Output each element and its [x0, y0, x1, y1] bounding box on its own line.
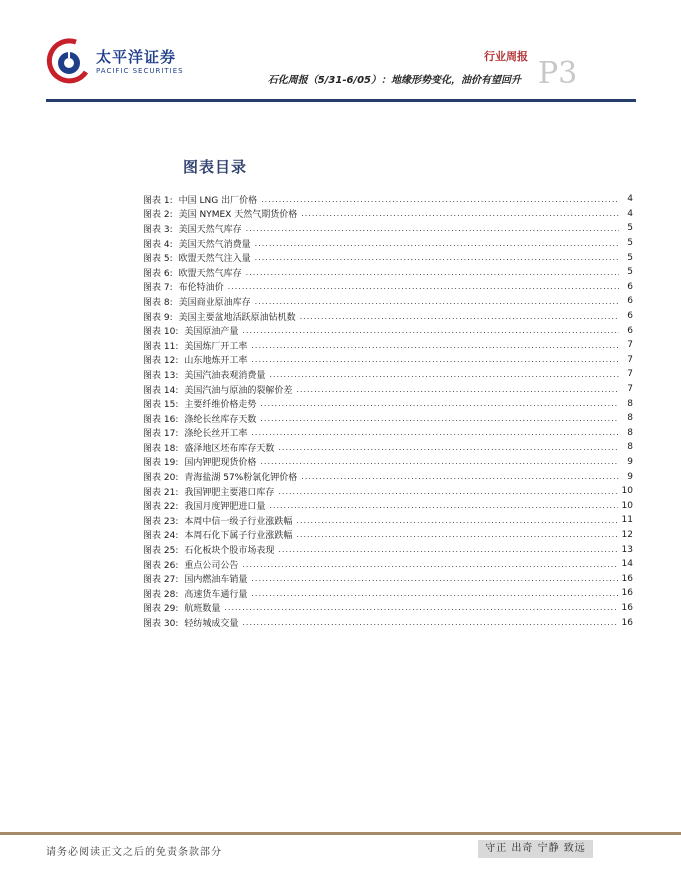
toc-heading: 图表目录	[183, 158, 248, 176]
toc-entry-title: 美国炼厂开工率	[184, 341, 248, 352]
toc-entry-page: 9	[627, 456, 633, 467]
page-header	[0, 0, 681, 104]
toc-entry-page: 16	[621, 617, 633, 628]
toc-entry-label: 图表 4:	[143, 239, 173, 250]
toc-leader-dots	[224, 603, 617, 612]
toc-entry-label: 图表 22:	[143, 502, 179, 513]
toc-entry[interactable]	[143, 353, 633, 368]
toc-entry[interactable]	[143, 498, 633, 513]
toc-entry-title: 盛泽地区坯布库存天数	[184, 443, 275, 454]
toc-entry-title: 布伦特油价	[178, 283, 224, 294]
toc-entry[interactable]	[143, 309, 633, 324]
toc-entry-label: 图表 5:	[143, 254, 173, 265]
toc-leader-dots	[296, 385, 619, 394]
toc-entry-page: 16	[621, 602, 633, 613]
footer-disclaimer: 请务必阅读正文之后的免责条款部分	[46, 847, 222, 858]
toc-entry[interactable]	[143, 601, 633, 616]
toc-leader-dots	[278, 545, 617, 554]
toc-entry-title: 国内燃油车销量	[184, 575, 248, 586]
toc-entry-label: 图表 28:	[143, 589, 179, 600]
toc-entry-page: 10	[621, 500, 633, 511]
toc-entry-page: 7	[627, 354, 633, 365]
toc-entry-label: 图表 2:	[143, 210, 173, 221]
toc-entry[interactable]	[143, 557, 633, 572]
toc-entry-label: 图表 14:	[143, 385, 179, 396]
toc-entry-label: 图表 12:	[143, 356, 179, 367]
toc-entry-page: 13	[621, 544, 633, 555]
toc-entry-title: 美国汽油与原油的裂解价差	[184, 385, 293, 396]
toc-entry[interactable]	[143, 396, 633, 411]
toc-leader-dots	[251, 574, 617, 583]
toc-entry[interactable]	[143, 338, 633, 353]
toc-entry[interactable]	[143, 426, 633, 441]
toc-leader-dots	[251, 428, 619, 437]
toc-entry-label: 图表 8:	[143, 297, 173, 308]
table-of-figures	[143, 192, 633, 630]
toc-entry[interactable]	[143, 542, 633, 557]
toc-entry-title: 主要纤维价格走势	[184, 400, 257, 411]
toc-leader-dots	[260, 414, 619, 423]
toc-entry-page: 7	[627, 340, 633, 351]
toc-leader-dots	[246, 224, 619, 233]
toc-entry-label: 图表 29:	[143, 604, 179, 615]
toc-leader-dots	[278, 487, 617, 496]
toc-entry-title: 欧盟天然气注入量	[178, 254, 251, 265]
toc-leader-dots	[296, 516, 617, 525]
toc-entry-label: 图表 11:	[143, 341, 179, 352]
toc-entry-title: 我国钾肥主要港口库存	[184, 487, 275, 498]
toc-leader-dots	[242, 618, 617, 627]
toc-entry-title: 本周中信一级子行业涨跌幅	[184, 516, 293, 527]
toc-entry-page: 5	[627, 252, 633, 263]
toc-entry-page: 6	[627, 281, 633, 292]
toc-entry[interactable]	[143, 265, 633, 280]
report-type: 行业周报	[484, 50, 528, 63]
toc-entry-page: 8	[627, 398, 633, 409]
header-divider	[46, 99, 636, 102]
toc-entry[interactable]	[143, 280, 633, 295]
toc-entry-label: 图表 16:	[143, 414, 179, 425]
toc-entry-title: 高速货车通行量	[184, 589, 248, 600]
toc-entry-title: 本周石化下属子行业涨跌幅	[184, 531, 293, 542]
toc-entry-title: 美国原油产量	[184, 327, 239, 338]
toc-leader-dots	[255, 297, 619, 306]
brand-name-en: PACIFIC SECURITIES	[96, 67, 184, 75]
toc-entry-page: 6	[627, 325, 633, 336]
toc-leader-dots	[269, 370, 619, 379]
toc-entry-title: 欧盟天然气库存	[178, 268, 242, 279]
toc-entry-page: 8	[627, 413, 633, 424]
toc-entry-title: 轻纺城成交量	[184, 619, 239, 630]
toc-leader-dots	[261, 195, 619, 204]
toc-leader-dots	[296, 530, 617, 539]
toc-entry-label: 图表 23:	[143, 516, 179, 527]
toc-entry[interactable]	[143, 615, 633, 630]
toc-leader-dots	[278, 443, 619, 452]
toc-leader-dots	[251, 355, 619, 364]
toc-entry-page: 5	[627, 223, 633, 234]
toc-leader-dots	[260, 457, 619, 466]
toc-entry-page: 16	[621, 573, 633, 584]
toc-entry-title: 重点公司公告	[184, 560, 239, 571]
toc-entry-page: 4	[627, 208, 633, 219]
toc-entry-title: 山东地炼开工率	[184, 356, 248, 367]
toc-entry-title: 美国商业原油库存	[178, 297, 251, 308]
toc-entry[interactable]	[143, 236, 633, 251]
toc-entry-page: 6	[627, 296, 633, 307]
toc-entry-title: 石化板块个股市场表现	[184, 546, 275, 557]
toc-entry[interactable]	[143, 586, 633, 601]
toc-entry-page: 7	[627, 384, 633, 395]
toc-leader-dots	[255, 253, 619, 262]
toc-entry-title: 美国天然气库存	[178, 224, 242, 235]
toc-entry[interactable]	[143, 382, 633, 397]
toc-entry-label: 图表 9:	[143, 312, 173, 323]
toc-entry-title: 美国 NYMEX 天然气期货价格	[178, 210, 298, 221]
toc-leader-dots	[300, 312, 619, 321]
toc-leader-dots	[255, 239, 619, 248]
toc-entry-title: 航班数量	[184, 604, 221, 615]
toc-entry-label: 图表 21:	[143, 487, 179, 498]
toc-entry[interactable]	[143, 440, 633, 455]
toc-entry-label: 图表 19:	[143, 458, 179, 469]
toc-entry[interactable]	[143, 250, 633, 265]
toc-entry-page: 7	[627, 369, 633, 380]
toc-entry-label: 图表 7:	[143, 283, 173, 294]
toc-entry[interactable]	[143, 484, 633, 499]
toc-entry[interactable]	[143, 469, 633, 484]
report-title: 石化周报（5/31-6/05）：地缘形势变化，油价有望回升	[267, 75, 521, 86]
toc-entry-page: 4	[627, 194, 633, 205]
toc-entry-label: 图表 30:	[143, 619, 179, 630]
toc-entry-label: 图表 13:	[143, 370, 179, 381]
toc-leader-dots	[251, 589, 617, 598]
footer-divider	[0, 832, 681, 835]
toc-entry-label: 图表 15:	[143, 400, 179, 411]
toc-entry-label: 图表 6:	[143, 268, 173, 279]
toc-leader-dots	[242, 326, 619, 335]
toc-entry-label: 图表 17:	[143, 429, 179, 440]
toc-entry-page: 16	[621, 588, 633, 599]
toc-leader-dots	[228, 282, 619, 291]
toc-entry[interactable]	[143, 367, 633, 382]
toc-leader-dots	[251, 341, 619, 350]
toc-entry-label: 图表 25:	[143, 546, 179, 557]
toc-entry[interactable]	[143, 207, 633, 222]
toc-entry-page: 11	[621, 515, 633, 526]
toc-entry-label: 图表 3:	[143, 224, 173, 235]
toc-entry-label: 图表 18:	[143, 443, 179, 454]
toc-leader-dots	[301, 209, 619, 218]
toc-entry-page: 10	[621, 486, 633, 497]
toc-entry-page: 14	[621, 559, 633, 570]
toc-entry[interactable]	[143, 221, 633, 236]
toc-entry-page: 5	[627, 238, 633, 249]
toc-entry[interactable]	[143, 192, 633, 207]
toc-entry-title: 美国汽油表观消费量	[184, 370, 266, 381]
toc-entry-page: 8	[627, 442, 633, 453]
toc-entry[interactable]	[143, 323, 633, 338]
toc-leader-dots	[260, 399, 619, 408]
toc-entry-title: 美国天然气消费量	[178, 239, 251, 250]
toc-entry-title: 我国月度钾肥进口量	[184, 502, 266, 513]
toc-entry[interactable]	[143, 571, 633, 586]
toc-entry-title: 国内钾肥现货价格	[184, 458, 257, 469]
toc-entry[interactable]	[143, 455, 633, 470]
toc-entry[interactable]	[143, 528, 633, 543]
toc-entry-page: 8	[627, 427, 633, 438]
toc-entry-label: 图表 10:	[143, 327, 179, 338]
toc-leader-dots	[269, 501, 617, 510]
toc-entry-page: 5	[627, 267, 633, 278]
toc-entry-page: 12	[621, 529, 633, 540]
toc-leader-dots	[301, 472, 619, 481]
toc-entry-label: 图表 24:	[143, 531, 179, 542]
brand-name-cn: 太平洋证券	[96, 48, 177, 66]
pacific-securities-logo-icon	[46, 38, 92, 84]
toc-entry-title: 中国 LNG 出厂价格	[178, 195, 258, 206]
toc-entry-label: 图表 26:	[143, 560, 179, 571]
toc-entry-label: 图表 20:	[143, 473, 179, 484]
toc-entry-title: 青海盐湖 57%粉氯化钾价格	[184, 473, 298, 484]
toc-entry-label: 图表 1:	[143, 195, 173, 206]
toc-entry-title: 美国主要盆地活跃原油钻机数	[178, 312, 296, 323]
toc-entry-page: 6	[627, 311, 633, 322]
toc-entry[interactable]	[143, 411, 633, 426]
toc-entry-label: 图表 27:	[143, 575, 179, 586]
toc-leader-dots	[242, 560, 617, 569]
page-number: P3	[538, 56, 578, 91]
toc-entry[interactable]	[143, 513, 633, 528]
footer-motto: 守正 出奇 宁静 致远	[478, 840, 593, 858]
toc-leader-dots	[246, 268, 619, 277]
toc-entry[interactable]	[143, 294, 633, 309]
toc-entry-title: 涤纶长丝开工率	[184, 429, 248, 440]
toc-entry-title: 涤纶长丝库存天数	[184, 414, 257, 425]
toc-entry-page: 9	[627, 471, 633, 482]
